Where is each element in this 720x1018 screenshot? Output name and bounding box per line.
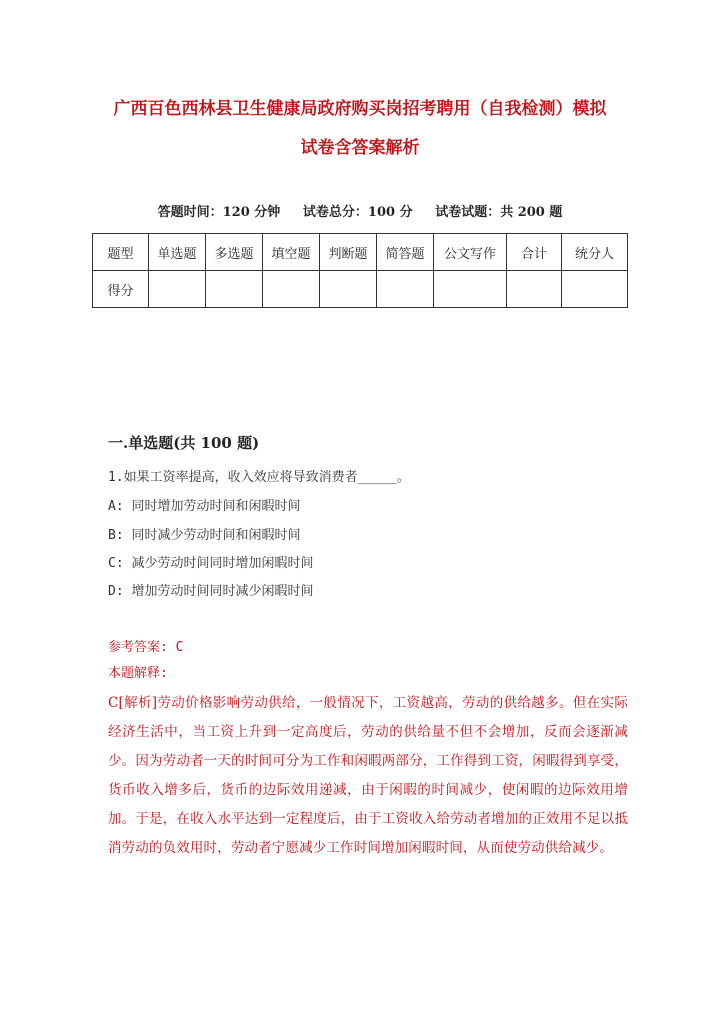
score-cell — [377, 271, 434, 308]
table-header-cell: 填空题 — [263, 234, 320, 271]
question-stem: 1.如果工资率提高，收入效应将导致消费者_____。 — [108, 470, 410, 485]
score-cell — [149, 271, 206, 308]
document-title-line-1: 广西百色西林县卫生健康局政府购买岗招考聘用（自我检测）模拟 — [113, 99, 607, 119]
table-header-cell: 题型 — [93, 234, 149, 271]
option-a: A: 同时增加劳动时间和闲暇时间 — [108, 499, 301, 514]
explanation-label: 本题解释: — [108, 666, 168, 681]
option-c: C: 减少劳动时间同时增加闲暇时间 — [108, 556, 314, 571]
table-header-cell: 公文写作 — [434, 234, 507, 271]
section-heading: 一.单选题(共 100 题) — [108, 434, 260, 452]
table-header-cell: 判断题 — [320, 234, 377, 271]
score-table — [92, 233, 628, 308]
table-header-cell: 简答题 — [377, 234, 434, 271]
score-row-label: 得分 — [93, 271, 149, 308]
score-cell — [434, 271, 507, 308]
option-b: B: 同时减少劳动时间和闲暇时间 — [108, 528, 301, 543]
table-header-cell: 多选题 — [206, 234, 263, 271]
score-cell — [320, 271, 377, 308]
score-cell — [206, 271, 263, 308]
table-header-cell: 单选题 — [149, 234, 206, 271]
score-table-score-row — [93, 271, 628, 308]
score-table-header-row — [93, 234, 628, 271]
exam-meta: 答题时间：120 分钟 试卷总分：100 分 试卷试题：共 200 题 — [157, 205, 563, 220]
score-cell — [507, 271, 562, 308]
table-header-cell: 合计 — [507, 234, 562, 271]
table-header-cell: 统分人 — [562, 234, 628, 271]
document-title-line-2: 试卷含答案解析 — [300, 138, 420, 158]
option-d: D: 增加劳动时间同时减少闲暇时间 — [108, 584, 314, 599]
explanation-text: C[解析]劳动价格影响劳动供给，一般情况下，工资越高，劳动的供给越多。但在实际经济生活中，当工资上升到一定高度后，劳动的供给量不但不会增加，反而会逐渐减少。因为劳动者一天的时间可分为工作和闲暇两部分，工作得到工资，闲暇得到享受，货币收入增多后，货币的边际效用递减，由于闲暇的时间减少，使闲暇的边际效用增加。于是，在收入水平达到一定程度后，由于工资收入给劳动者增加的正效用不足以抵消劳动的负效用时，劳动者宁愿减少工作时间增加闲暇时间，从而使劳动供给减少。 — [108, 695, 628, 856]
score-cell — [562, 271, 628, 308]
answer-line: 参考答案: C — [108, 640, 184, 655]
score-cell — [263, 271, 320, 308]
